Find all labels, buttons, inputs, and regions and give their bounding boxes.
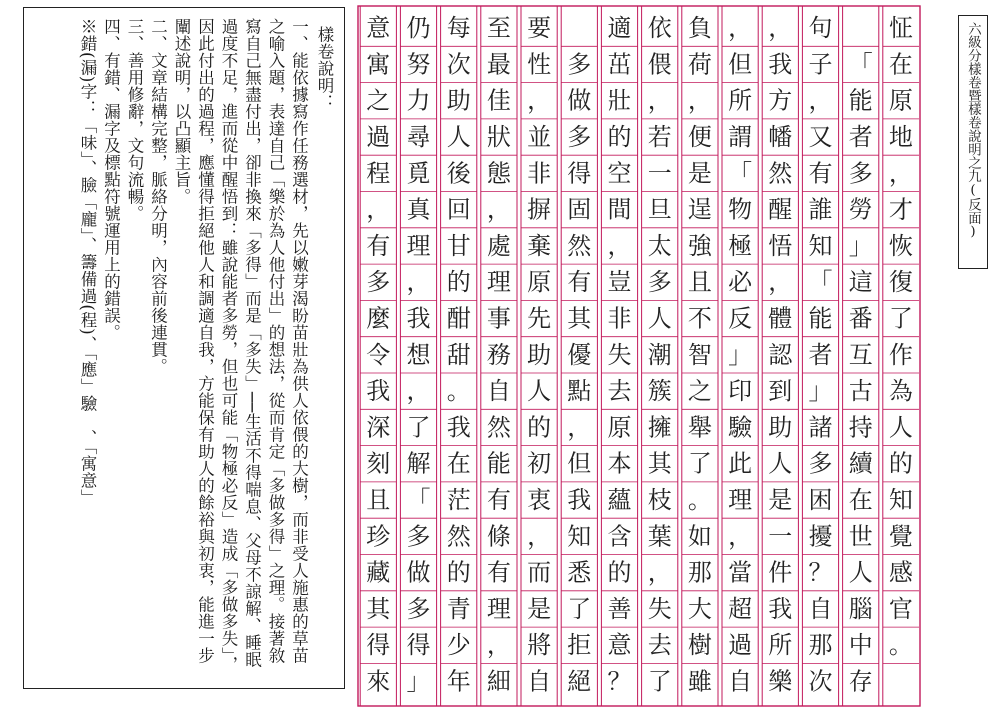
essay-character: 做	[406, 558, 431, 587]
grid-frame	[358, 6, 920, 706]
essay-character: 佳	[486, 86, 511, 115]
essay-character: ，	[486, 631, 511, 660]
essay-character: 次	[808, 667, 833, 696]
essay-character: 將	[527, 631, 552, 660]
essay-character: 多	[406, 594, 431, 623]
essay-character: ，	[728, 14, 753, 43]
essay-character: 一	[647, 159, 672, 188]
essay-character: 葉	[647, 522, 672, 551]
essay-character: 腦	[848, 594, 873, 623]
essay-character: 理	[728, 486, 753, 515]
essay-character: 作	[888, 340, 913, 369]
essay-character: 真	[406, 195, 431, 224]
essay-character: 偎	[647, 50, 672, 79]
essay-character: 其	[567, 304, 592, 333]
essay-character: 寓	[366, 50, 391, 79]
essay-character: 」	[808, 377, 833, 406]
essay-character: 地	[888, 123, 913, 152]
essay-character: 大	[687, 594, 712, 623]
essay-character: 過	[366, 123, 391, 152]
essay-character: 如	[687, 522, 712, 551]
note-point: 二、文章結構完整，脈絡分明，內容前後連貫。	[148, 18, 168, 375]
essay-character: 多	[647, 268, 672, 297]
essay-character: ，	[808, 86, 833, 115]
essay-character: 才	[888, 195, 913, 224]
essay-character: 此	[728, 449, 753, 478]
essay-character: 有	[567, 268, 592, 297]
essay-character: 有	[808, 159, 833, 188]
essay-character: 旦	[647, 195, 672, 224]
essay-character: 之	[687, 377, 712, 406]
essay-character: 但	[728, 50, 753, 79]
essay-character: ，	[647, 86, 672, 115]
essay-character: 。	[687, 486, 712, 515]
essay-character: 得	[366, 631, 391, 660]
essay-character: 點	[567, 377, 592, 406]
essay-character: 空	[607, 159, 632, 188]
essay-character: 到	[768, 377, 793, 406]
essay-character: 太	[647, 231, 672, 260]
essay-character: 性	[527, 50, 552, 79]
essay-character: 樹	[687, 631, 712, 660]
essay-character: 珍	[366, 522, 391, 551]
essay-character: 茫	[446, 486, 471, 515]
essay-character: 舉	[687, 413, 712, 442]
essay-character: 不	[687, 304, 712, 333]
essay-character: 世	[848, 522, 873, 551]
notes-heading: 樣卷說明：	[315, 26, 334, 111]
essay-character: 得	[406, 631, 431, 660]
essay-character: 去	[647, 631, 672, 660]
essay-character: 能	[808, 304, 833, 333]
essay-character: 所	[768, 631, 793, 660]
essay-character: 麼	[366, 304, 391, 333]
essay-character: 意	[366, 14, 391, 43]
essay-character: 自	[728, 667, 753, 696]
essay-character: 然	[486, 413, 511, 442]
note-point: 一、能依據寫作任務選材，先以嫩芽渴盼苗壯為供人依偎的大樹，而非受人施惠的草苗之喻入題，表達自己「樂於為人他付出」的想法，從而肯定「多做多得」之理。接著敘寫自己無盡付出，卻非換來「多得」而是「多失」──生活不得喘息、父母不諒解、睡眠過度不足，進而從中醒悟到：雖說能者多勞，但也可能「物極必反」造成「多做多失」，因此付出的過程，應懂得拒絕他人和調適自我，方能保有助人的餘裕與初衷，能進一步闡述說明，以凸顯主旨。	[172, 18, 309, 673]
essay-character: 這	[848, 268, 873, 297]
essay-character: 而	[527, 558, 552, 587]
essay-character: 助	[768, 413, 793, 442]
essay-character: 初	[527, 449, 552, 478]
essay-character: 「	[848, 50, 873, 79]
essay-character: 然	[567, 231, 592, 260]
essay-character: 自	[808, 594, 833, 623]
essay-character: 我	[366, 377, 391, 406]
essay-character: 中	[848, 631, 873, 660]
essay-character: 的	[446, 558, 471, 587]
essay-character: 態	[486, 159, 511, 188]
essay-character: 知	[567, 522, 592, 551]
essay-character: 拒	[567, 631, 592, 660]
sample-notes	[32, 18, 336, 680]
essay-character: 驗	[728, 413, 753, 442]
essay-character: 非	[527, 159, 552, 188]
essay-character: 了	[888, 304, 913, 333]
essay-character: 適	[607, 14, 632, 43]
essay-character: ，	[607, 231, 632, 260]
essay-character: 酣	[446, 304, 471, 333]
essay-character: 得	[567, 159, 592, 188]
essay-character: 當	[728, 558, 753, 587]
essay-character: 非	[607, 304, 632, 333]
essay-character: 在	[888, 50, 913, 79]
essay-character: 能	[848, 86, 873, 115]
essay-character: 智	[687, 340, 712, 369]
essay-character: 尋	[406, 123, 431, 152]
essay-character: 條	[486, 522, 511, 551]
essay-character: 處	[486, 231, 511, 260]
essay-character: 含	[607, 522, 632, 551]
essay-character: 互	[848, 340, 873, 369]
essay-character: 依	[647, 14, 672, 43]
essay-character: 多	[567, 50, 592, 79]
essay-character: 有	[366, 231, 391, 260]
essay-character: 「	[808, 268, 833, 297]
essay-character: 務	[486, 340, 511, 369]
note-point: 三、善用修辭，文句流暢。	[125, 18, 144, 222]
essay-character: 原	[607, 413, 632, 442]
essay-character: 摒	[527, 195, 552, 224]
essay-character: 方	[768, 86, 793, 115]
essay-character: 自	[527, 667, 552, 696]
essay-character: 持	[848, 413, 873, 442]
essay-character: ，	[406, 377, 431, 406]
essay-character: 其	[647, 449, 672, 478]
essay-character: 潮	[647, 340, 672, 369]
essay-character: 印	[728, 377, 753, 406]
essay-character: 「	[728, 159, 753, 188]
essay-character: 理	[486, 594, 511, 623]
essay-character: 官	[888, 594, 913, 623]
essay-character: 深	[366, 413, 391, 442]
essay-character: 我	[567, 486, 592, 515]
essay-character: 想	[406, 340, 431, 369]
essay-character: ？	[607, 667, 632, 696]
essay-character: ，	[366, 195, 391, 224]
essay-character: 至	[486, 14, 511, 43]
essay-character: 間	[607, 195, 632, 224]
essay-character: 令	[366, 340, 391, 369]
essay-character: 人	[527, 377, 552, 406]
essay-character: 的	[527, 413, 552, 442]
essay-character: 我	[768, 594, 793, 623]
essay-character: 便	[687, 123, 712, 152]
essay-character: 衷	[527, 486, 552, 515]
essay-character: 了	[687, 449, 712, 478]
document-title: 六級分樣卷暨樣卷說明之九(反面)	[965, 22, 981, 240]
essay-character: 有	[486, 558, 511, 587]
essay-character: 覺	[888, 522, 913, 551]
essay-character: 做	[567, 86, 592, 115]
essay-character: 反	[728, 304, 753, 333]
essay-character: 次	[446, 50, 471, 79]
essay-character: ，	[768, 14, 793, 43]
essay-character: 最	[486, 50, 511, 79]
essay-character: 人	[848, 558, 873, 587]
essay-character: 先	[527, 304, 552, 333]
essay-character: 所	[728, 86, 753, 115]
essay-character: 超	[728, 594, 753, 623]
essay-character: 感	[888, 558, 913, 587]
essay-character: 句	[808, 14, 833, 43]
essay-character: 優	[567, 340, 592, 369]
essay-character: 我	[406, 304, 431, 333]
essay-character: 存	[848, 667, 873, 696]
essay-character: 善	[607, 594, 632, 623]
essay-character: 刻	[366, 449, 391, 478]
essay-character: 必	[728, 268, 753, 297]
essay-character: 細	[486, 667, 511, 696]
essay-character: 的	[888, 449, 913, 478]
essay-character: 但	[567, 449, 592, 478]
essay-character: 擁	[647, 413, 672, 442]
essay-character: 知	[808, 231, 833, 260]
essay-character: 藏	[366, 558, 391, 587]
essay-character: 多	[406, 522, 431, 551]
essay-character: ，	[768, 268, 793, 297]
essay-character: 勞	[848, 195, 873, 224]
essay-character: 極	[728, 231, 753, 260]
essay-character: ，	[888, 159, 913, 188]
manuscript-grid	[357, 4, 921, 708]
document-title-box	[958, 15, 988, 269]
essay-character: 了	[647, 667, 672, 696]
essay-character: 回	[446, 195, 471, 224]
essay-character: 又	[808, 123, 833, 152]
essay-character: 人	[446, 123, 471, 152]
essay-character: 事	[486, 304, 511, 333]
essay-character: 。	[888, 631, 913, 660]
essay-character: 是	[768, 486, 793, 515]
essay-character: 每	[446, 14, 471, 43]
essay-character: 程	[366, 159, 391, 188]
essay-character: 復	[888, 268, 913, 297]
essay-character: 力	[406, 86, 431, 115]
essay-character: 解	[406, 449, 431, 478]
essay-character: 絕	[567, 667, 592, 696]
essay-character: 我	[768, 50, 793, 79]
essay-character: 擾	[808, 522, 833, 551]
essay-character: 人	[888, 413, 913, 442]
essay-character: 的	[446, 268, 471, 297]
essay-character: ，	[486, 195, 511, 224]
essay-character: 在	[446, 449, 471, 478]
essay-character: 負	[687, 14, 712, 43]
essay-character: 「	[406, 486, 431, 515]
essay-character: 能	[486, 449, 511, 478]
essay-character: 過	[728, 631, 753, 660]
essay-character: 人	[768, 449, 793, 478]
essay-character: 認	[768, 340, 793, 369]
essay-character: 豈	[607, 268, 632, 297]
essay-character: 悟	[768, 231, 793, 260]
essay-character: 人	[647, 304, 672, 333]
essay-character: 後	[446, 159, 471, 188]
essay-character: 並	[527, 123, 552, 152]
essay-character: ，	[728, 522, 753, 551]
essay-character: 覓	[406, 159, 431, 188]
essay-character: 若	[647, 123, 672, 152]
essay-character: 番	[848, 304, 873, 333]
essay-character: 強	[687, 231, 712, 260]
essay-character: 困	[808, 486, 833, 515]
essay-character: 意	[607, 631, 632, 660]
essay-character: ，	[406, 268, 431, 297]
essay-character: 來	[366, 667, 391, 696]
essay-character: 多	[808, 449, 833, 478]
essay-character: 之	[366, 86, 391, 115]
essay-character: 古	[848, 377, 873, 406]
essay-character: 努	[406, 50, 431, 79]
essay-character: 體	[768, 304, 793, 333]
essay-character: 的	[607, 123, 632, 152]
essay-character: 了	[406, 413, 431, 442]
essay-character: ，	[527, 522, 552, 551]
essay-character: 荷	[687, 50, 712, 79]
essay-character: 物	[728, 195, 753, 224]
essay-character: 的	[607, 558, 632, 587]
essay-character: 年	[446, 667, 471, 696]
essay-character: 件	[768, 558, 793, 587]
essay-character: 恢	[888, 231, 913, 260]
essay-character: 者	[808, 340, 833, 369]
essay-character: 多	[366, 268, 391, 297]
sample-notes-box	[23, 7, 345, 689]
essay-character: 。	[446, 377, 471, 406]
essay-character: 其	[366, 594, 391, 623]
essay-character: 原	[527, 268, 552, 297]
essay-character: 茁	[607, 50, 632, 79]
essay-character: 多	[848, 159, 873, 188]
essay-character: 助	[446, 86, 471, 115]
essay-character: ，	[527, 86, 552, 115]
essay-character: 壯	[607, 86, 632, 115]
essay-character: 然	[446, 522, 471, 551]
essay-character: ？	[808, 558, 833, 587]
essay-character: 甘	[446, 231, 471, 260]
essay-character: 助	[527, 340, 552, 369]
essay-character: 固	[567, 195, 592, 224]
essay-character: 簇	[647, 377, 672, 406]
essay-character: 雖	[687, 667, 712, 696]
essay-character: 要	[527, 14, 552, 43]
essay-character: 了	[567, 594, 592, 623]
essay-character: 子	[808, 50, 833, 79]
essay-character: 本	[607, 449, 632, 478]
essay-character: 且	[687, 268, 712, 297]
essay-character: ，	[567, 413, 592, 442]
essay-character: 有	[486, 486, 511, 515]
essay-character: ，	[647, 558, 672, 587]
essay-character: 樂	[768, 667, 793, 696]
essay-character: 理	[486, 268, 511, 297]
essay-sheet	[357, 4, 921, 708]
essay-character: 怔	[888, 14, 913, 43]
essay-character: 」	[406, 667, 431, 696]
essay-character: 」	[848, 231, 873, 260]
essay-character: 失	[607, 340, 632, 369]
essay-character: 仍	[406, 14, 431, 43]
essay-character: 棄	[527, 231, 552, 260]
essay-character: 枝	[647, 486, 672, 515]
essay-character: 是	[687, 159, 712, 188]
essay-character: 那	[687, 558, 712, 587]
essay-character: 理	[406, 231, 431, 260]
essay-character: 知	[888, 486, 913, 515]
essay-character: 在	[848, 486, 873, 515]
essay-character: 者	[848, 123, 873, 152]
essay-character: 自	[486, 377, 511, 406]
essay-character: 然	[768, 159, 793, 188]
essay-character: 諸	[808, 413, 833, 442]
essay-character: 蘊	[607, 486, 632, 515]
essay-character: 我	[446, 413, 471, 442]
essay-character: 少	[446, 631, 471, 660]
essay-character: 續	[848, 449, 873, 478]
essay-character: 一	[768, 522, 793, 551]
essay-character: 原	[888, 86, 913, 115]
essay-character: 那	[808, 631, 833, 660]
essay-character: 多	[567, 123, 592, 152]
errata-line: ※錯(漏)字：「味」、臉「龐」、籌備過(程)、「應」驗 、「寓意」	[78, 18, 97, 506]
essay-character: 為	[888, 377, 913, 406]
essay-character: 逞	[687, 195, 712, 224]
essay-character: 醒	[768, 195, 793, 224]
essay-character: 悉	[567, 558, 592, 587]
essay-character: 青	[446, 594, 471, 623]
essay-character: 是	[527, 594, 552, 623]
essay-character: 且	[366, 486, 391, 515]
note-point: 四、有錯、漏字及標點符號運用上的錯誤。	[101, 18, 121, 341]
essay-character: 謂	[728, 123, 753, 152]
essay-character: 幡	[768, 123, 793, 152]
essay-character: 狀	[486, 123, 511, 152]
essay-character: 」	[728, 340, 753, 369]
essay-character: 甜	[446, 340, 471, 369]
essay-character: 失	[647, 594, 672, 623]
essay-character: ，	[687, 86, 712, 115]
essay-character: 去	[607, 377, 632, 406]
essay-character: 誰	[808, 195, 833, 224]
